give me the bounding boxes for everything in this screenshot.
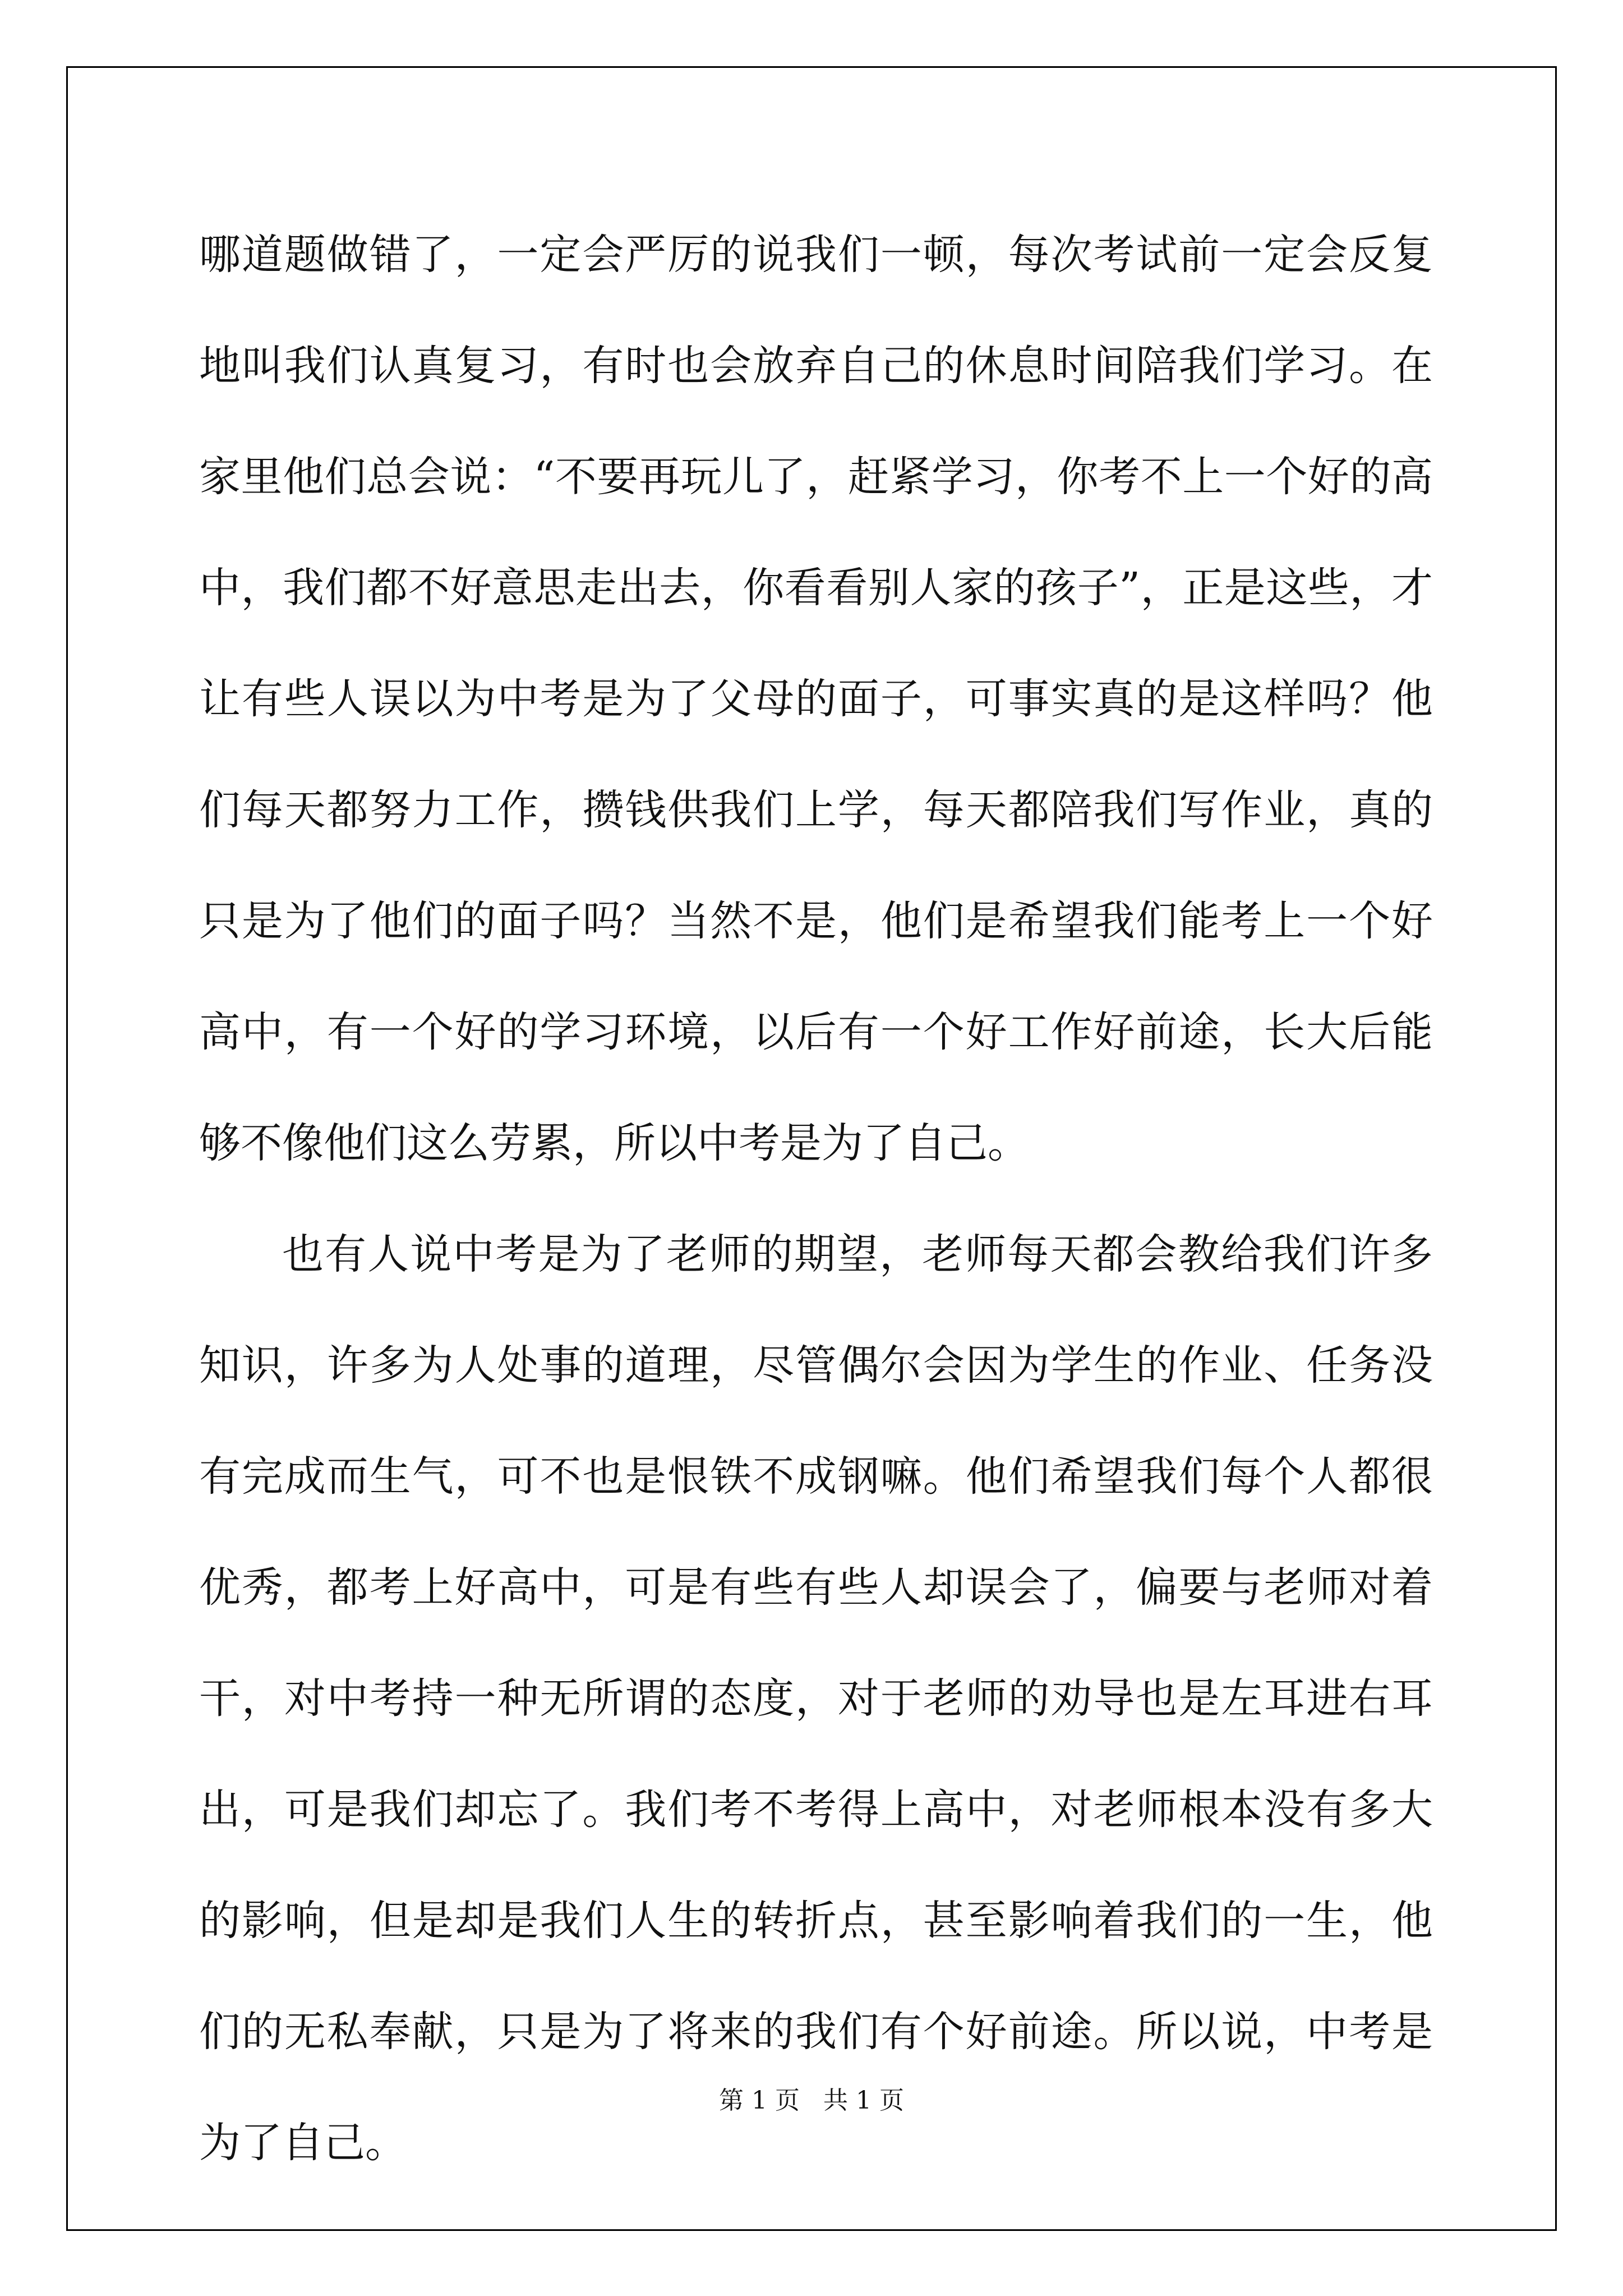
- page-footer: 第 1 页 共 1 页: [719, 2086, 904, 2115]
- document-body: [199, 199, 1433, 2198]
- paragraph-1: 哪道题做错了，一定会严厉的说我们一顿，每次考试前一定会反复地叫我们认真复习，有时也会放弃自己的休息时间陪我们学习。在家里他们总会说：“不要再玩儿了，赶紧学习，你考不上一个好的高中，我们都不好意思走出去，你看看别人家的孩子”，正是这些，才让有些人误以为中考是为了父母的面子，可事实真的是这样吗？他们每天都努力工作，攒钱供我们上学，每天都陪我们写作业，真的只是为了他们的面子吗？当然不是，他们是希望我们能考上一个好高中，有一个好的学习环境，以后有一个好工作好前途，长大后能够不像他们这么劳累，所以中考是为了自己。: [199, 231, 1433, 1167]
- paragraph-2: 也有人说中考是为了老师的期望，老师每天都会教给我们许多知识，许多为人处事的道理，尽管偶尔会因为学生的作业、任务没有完成而生气，可不也是恨铁不成钢嘛。他们希望我们每个人都很优秀，都考上好高中，可是有些有些人却误会了，偏要与老师对着干，对中考持一种无所谓的态度，对于老师的劝导也是左耳进右耳出，可是我们却忘了。我们考不考得上高中，对老师根本没有多大的影响，但是却是我们人生的转折点，甚至影响着我们的一生，他们的无私奉献，只是为了将来的我们有个好前途。所以说，中考是为了自己。: [199, 1230, 1433, 2167]
